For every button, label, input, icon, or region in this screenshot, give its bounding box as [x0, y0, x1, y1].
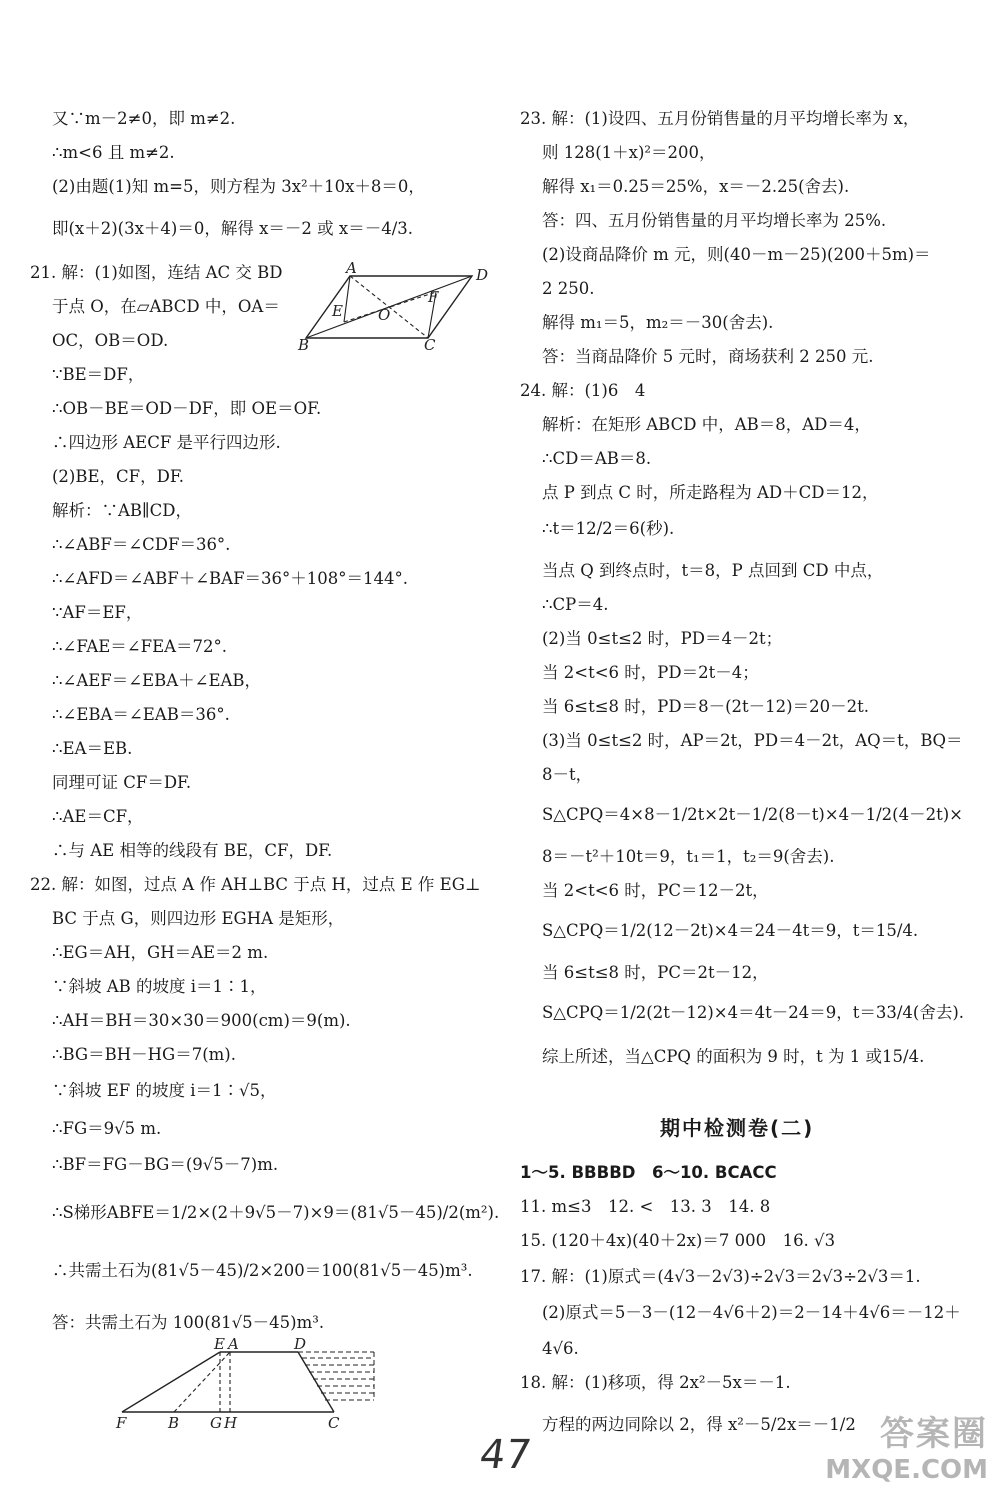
label-b: B	[298, 336, 310, 352]
water-hatching	[298, 1352, 374, 1400]
text-line: S△CPQ＝1/2(2t－12)×4＝4t－24＝9，t＝33/4(舍去).	[542, 1003, 965, 1022]
text-line: ∵斜坡 AB 的坡度 i＝1∶1，	[52, 977, 267, 996]
text-line: ∴∠AEF＝∠EBA＋∠EAB，	[52, 671, 262, 690]
text-line: ∴EA＝EB.	[52, 739, 133, 758]
text-line: 2 250.	[542, 279, 595, 298]
text-line: ∴四边形 AECF 是平行四边形.	[52, 433, 281, 452]
label-a2: A	[228, 1338, 239, 1353]
text-line: ∵BE＝DF，	[52, 365, 145, 384]
text-line: 1～5. BBBBD 6～10. BCACC	[520, 1163, 777, 1182]
text-line: ∴∠AFD＝∠ABF＋∠BAF＝36°＋108°＝144°.	[52, 569, 409, 588]
text-line: ∴t＝12/2＝6(秒).	[542, 519, 675, 538]
text-line: ∴CD＝AB＝8.	[542, 449, 652, 468]
watermark-en: MXQE.COM	[825, 1455, 988, 1485]
text-line: 答：共需土石为 100(81√5－45)m³.	[52, 1313, 325, 1332]
text-line: (2)由题(1)知 m=5，则方程为 3x²＋10x＋8＝0，	[52, 177, 425, 196]
text-line: ∴OB－BE＝OD－DF，即 OE＝OF.	[52, 399, 322, 418]
text-line: 解析：在矩形 ABCD 中，AB＝8，AD＝4，	[542, 415, 871, 434]
text-line: 8＝－t²＋10t＝9，t₁＝1，t₂＝9(舍去).	[542, 847, 835, 866]
parallelogram-figure	[296, 262, 496, 352]
watermark	[825, 1406, 988, 1485]
text-line: OC，OB＝OD.	[52, 331, 169, 350]
label-d2: D	[294, 1338, 307, 1353]
text-line: (3)当 0≤t≤2 时，AP＝2t，PD＝4－2t，AQ＝t，BQ＝	[542, 731, 963, 750]
text-line: ∵斜坡 EF 的坡度 i＝1∶√5，	[52, 1081, 277, 1100]
text-line: ∴EG＝AH，GH＝AE＝2 m.	[52, 943, 269, 962]
text-line: 当 2<t<6 时，PD＝2t－4；	[542, 663, 759, 682]
text-line: ∴S梯形ABFE＝1/2×(2＋9√5－7)×9＝(81√5－45)/2(m²).	[52, 1203, 500, 1222]
label-b2: B	[168, 1414, 180, 1432]
text-line: ∴CP＝4.	[542, 595, 609, 614]
text-line: ∴FG＝9√5 m.	[52, 1119, 162, 1138]
embankment-figure	[112, 1338, 392, 1438]
slope-dc	[298, 1352, 334, 1412]
section-title: 期中检测卷(二)	[660, 1116, 815, 1140]
text-line: 15. (120＋4x)(40＋2x)＝7 000 16. √3	[520, 1231, 836, 1250]
text-line: (2)设商品降价 m 元，则(40－m－25)(200＋5m)＝	[542, 245, 931, 264]
watermark-cn: 答案圈	[880, 1414, 988, 1454]
label-c2: C	[328, 1414, 340, 1432]
text-line: 综上所述，当△CPQ 的面积为 9 时，t 为 1 或15/4.	[542, 1047, 925, 1066]
text-line: 当点 Q 到终点时，t＝8，P 点回到 CD 中点，	[542, 561, 884, 580]
text-line: (2)原式＝5－3－(12－4√6＋2)＝2－14＋4√6＝－12＋	[542, 1303, 961, 1322]
text-line: 同理可证 CF＝DF.	[52, 773, 192, 792]
label-f: F	[428, 288, 439, 306]
label-a: A	[346, 262, 357, 277]
text-line: 点 P 到点 C 时，所走路程为 AD＋CD＝12，	[542, 483, 879, 502]
text-line: ∴AE＝CF，	[52, 807, 144, 826]
text-line: 答：当商品降价 5 元时，商场获利 2 250 元.	[542, 347, 874, 366]
slope-ab	[174, 1352, 230, 1412]
text-line: S△CPQ＝4×8－1/2t×2t－1/2(8－t)×4－1/2(4－2t)×	[542, 805, 963, 824]
text-line: ∴与 AE 相等的线段有 BE，CF，DF.	[52, 841, 333, 860]
text-line: ∴∠FAE＝∠FEA＝72°.	[52, 637, 228, 656]
label-c: C	[424, 336, 436, 352]
text-line: ∴BG＝BH－HG＝7(m).	[52, 1045, 236, 1064]
text-line: ∴∠ABF＝∠CDF＝36°.	[52, 535, 231, 554]
text-line: 24. 解：(1)6 4	[520, 381, 646, 400]
text-line: ∴AH＝BH＝30×30＝900(cm)＝9(m).	[52, 1011, 351, 1030]
text-line: 当 6≤t≤8 时，PD＝8－(2t－12)＝20－2t.	[542, 697, 869, 716]
text-line: 又∵m－2≠0，即 m≠2.	[52, 109, 236, 128]
text-line: ∴∠EBA＝∠EAB＝36°.	[52, 705, 230, 724]
text-line: 答：四、五月份销售量的月平均增长率为 25%.	[542, 211, 887, 230]
page-number: 47	[476, 1432, 535, 1478]
text-line: BC 于点 G，则四边形 EGHA 是矩形，	[52, 909, 345, 928]
text-line: 23. 解：(1)设四、五月份销售量的月平均增长率为 x，	[520, 109, 920, 128]
label-e2: E	[214, 1338, 225, 1353]
text-line: 4√6.	[542, 1339, 579, 1358]
label-d: D	[476, 266, 489, 284]
text-line: ∴共需土石为(81√5－45)/2×200＝100(81√5－45)m³.	[52, 1261, 473, 1280]
text-line: S△CPQ＝1/2(12－2t)×4＝24－4t＝9，t＝15/4.	[542, 921, 919, 940]
text-line: 21. 解：(1)如图，连结 AC 交 BD	[30, 263, 283, 282]
label-o: O	[378, 306, 391, 324]
label-h2: H	[224, 1414, 238, 1432]
text-line: 解析：∵AB∥CD，	[52, 501, 193, 520]
text-line: 方程的两边同除以 2，得 x²－5/2x＝－1/2	[542, 1415, 856, 1434]
text-line: 则 128(1＋x)²＝200，	[542, 143, 716, 162]
text-line: 11. m≤3 12. < 13. 3 14. 8	[520, 1197, 771, 1216]
text-line: (2)BE，CF，DF.	[52, 467, 184, 486]
text-line: (2)当 0≤t≤2 时，PD＝4－2t；	[542, 629, 783, 648]
text-line: 17. 解：(1)原式＝(4√3－2√3)÷2√3＝2√3÷2√3＝1.	[520, 1267, 921, 1286]
text-line: 当 2<t<6 时，PC＝12－2t，	[542, 881, 769, 900]
label-g2: G	[210, 1414, 222, 1432]
text-line: 即(x＋2)(3x＋4)＝0，解得 x＝－2 或 x＝－4/3.	[52, 219, 413, 238]
text-line: 22. 解：如图，过点 A 作 AH⊥BC 于点 H，过点 E 作 EG⊥	[30, 875, 481, 894]
slope-ef	[122, 1352, 220, 1412]
text-line: 于点 O，在▱ABCD 中，OA＝	[52, 297, 280, 316]
text-line: 当 6≤t≤8 时，PC＝2t－12，	[542, 963, 769, 982]
text-line: ∵AF＝EF，	[52, 603, 143, 622]
text-line: 解得 m₁＝5，m₂＝－30(舍去).	[542, 313, 774, 332]
text-line: ∴m<6 且 m≠2.	[52, 143, 175, 162]
label-f2: F	[116, 1414, 127, 1432]
text-line: 18. 解：(1)移项，得 2x²－5x＝－1.	[520, 1373, 791, 1392]
label-e: E	[332, 302, 343, 320]
text-line: ∴BF＝FG－BG＝(9√5－7)m.	[52, 1155, 279, 1174]
text-line: 解得 x₁＝0.25＝25%，x＝－2.25(舍去).	[542, 177, 850, 196]
text-line: 8－t，	[542, 765, 593, 784]
